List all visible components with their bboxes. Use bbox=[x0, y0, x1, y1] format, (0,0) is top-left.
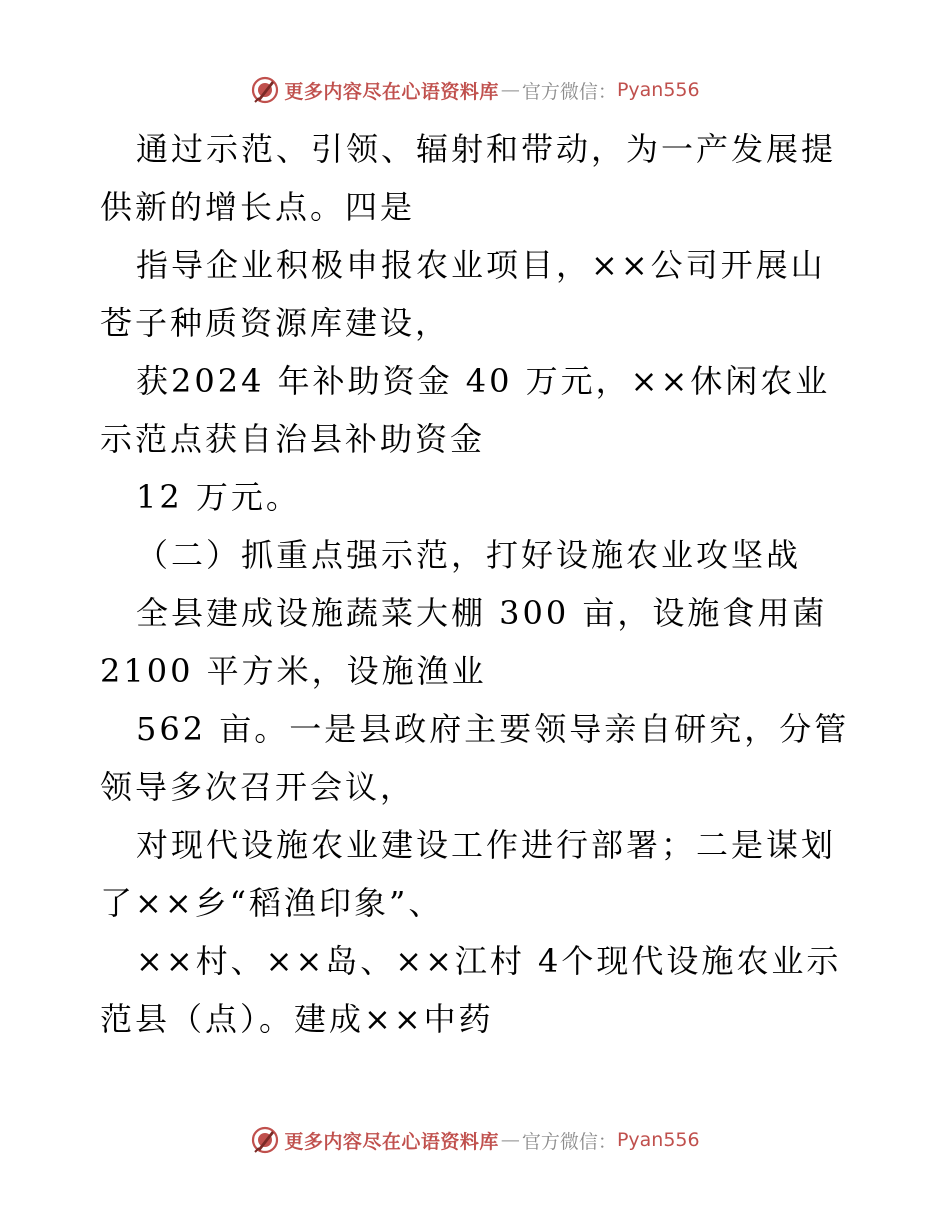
footer-contact-id: Pyan556 bbox=[616, 1129, 700, 1151]
footer-brand-text: 更多内容尽在心语资料库 bbox=[284, 1130, 499, 1153]
header-contact-id: Pyan556 bbox=[616, 79, 700, 101]
footer-dash: — bbox=[500, 1129, 520, 1151]
header-contact-label: 官方微信： bbox=[521, 80, 617, 103]
header-brand-text: 更多内容尽在心语资料库 bbox=[284, 80, 499, 103]
section-heading: （二）抓重点强示范，打好设施农业攻坚战 bbox=[136, 536, 802, 574]
quill-pen-logo-icon bbox=[250, 75, 280, 105]
paragraph: ××村、××岛、××江村 4个现代设施农业示范县（点）。建成××中药 bbox=[100, 942, 842, 1038]
header-dash: — bbox=[500, 79, 520, 101]
footer-banner bbox=[0, 1122, 950, 1158]
header-banner bbox=[0, 72, 950, 108]
paragraph: 562 亩。一是县政府主要领导亲自研究，分管领导多次召开会议， bbox=[100, 710, 850, 806]
paragraph: 获2024 年补助资金 40 万元，××休闲农业示范点获自治县补助资金 bbox=[100, 362, 831, 458]
paragraph: 12 万元。 bbox=[136, 478, 301, 516]
document-body bbox=[100, 120, 860, 1048]
paragraph: 全县建成设施蔬菜大棚 300 亩，设施食用菌 2100 平方米，设施渔业 bbox=[100, 594, 828, 690]
footer-contact-label: 官方微信： bbox=[521, 1130, 617, 1153]
quill-pen-logo-icon bbox=[250, 1125, 280, 1155]
paragraph: 通过示范、引领、辐射和带动，为一产发展提供新的增长点。四是 bbox=[100, 130, 837, 226]
paragraph: 对现代设施农业建设工作进行部署；二是谋划了××乡“稻渔印象”、 bbox=[100, 826, 837, 922]
paragraph: 指导企业积极申报农业项目，××公司开展山苍子种质资源库建设， bbox=[100, 246, 826, 342]
